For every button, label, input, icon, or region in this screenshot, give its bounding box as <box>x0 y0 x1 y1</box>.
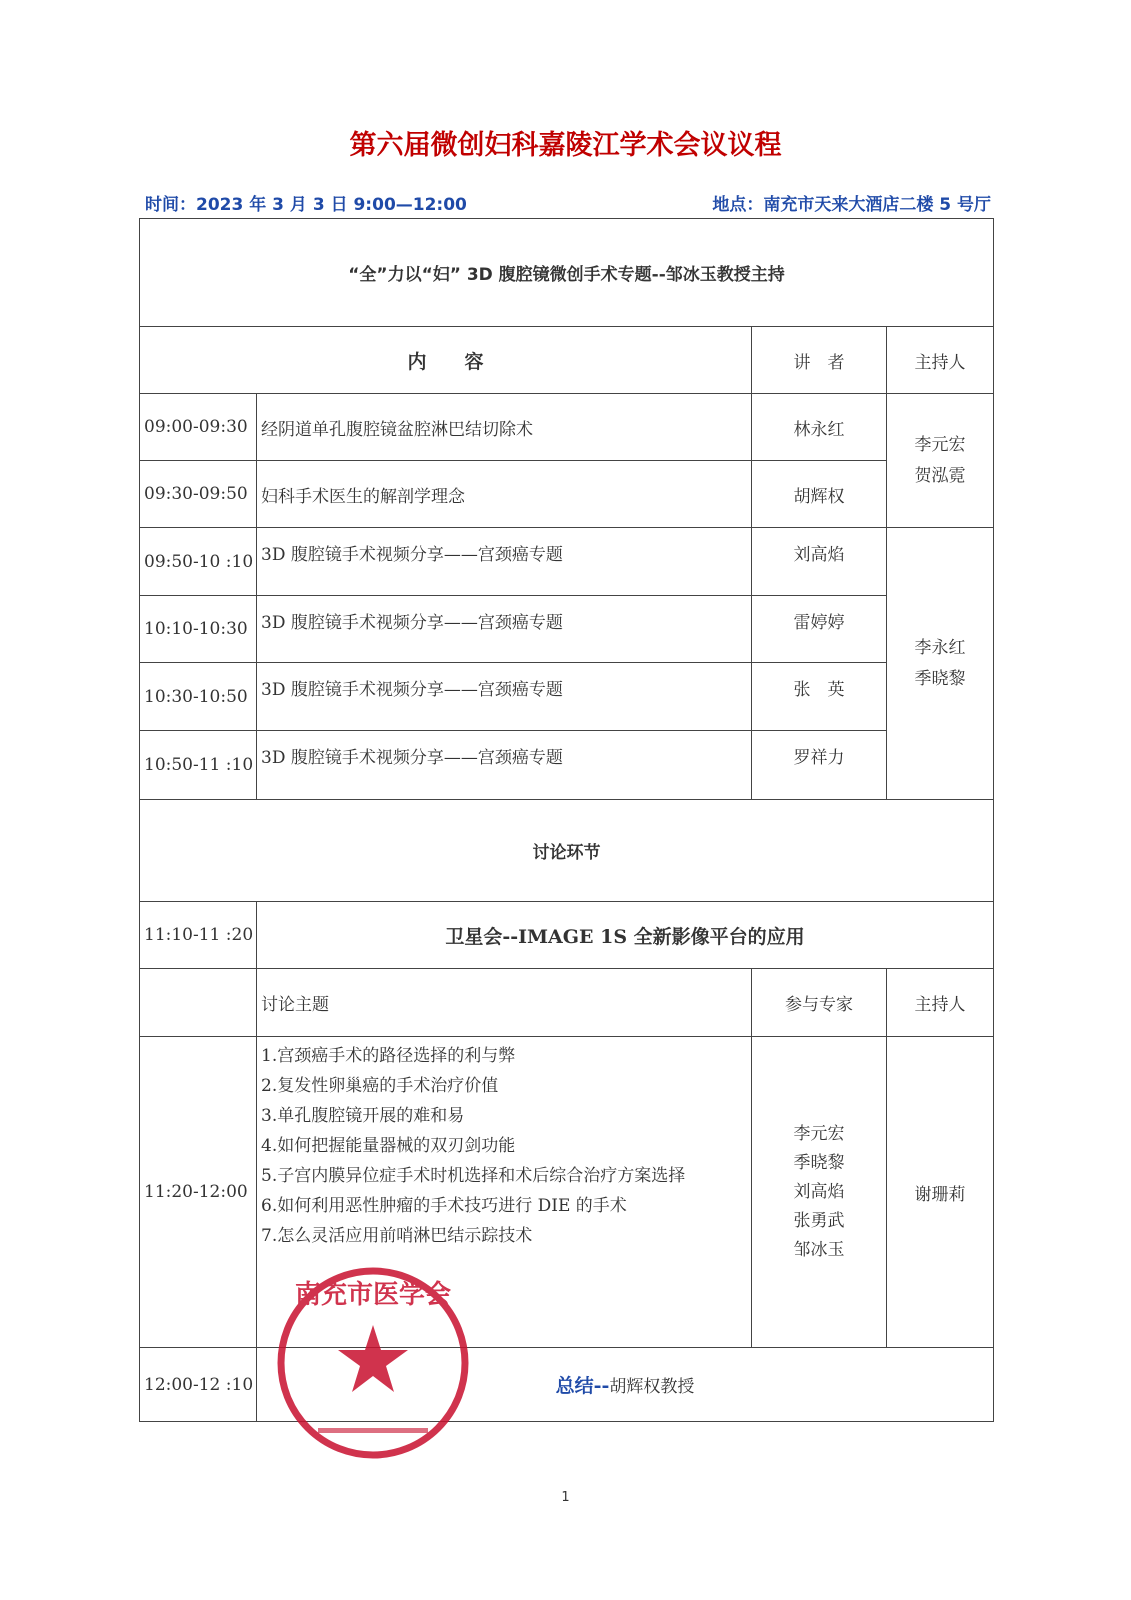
session-hosts-2 <box>887 528 994 800</box>
expert-name: 邹冰玉 <box>793 1239 845 1260</box>
summary-time: 12:00-12 :10 <box>140 1348 257 1422</box>
discussion-host: 谢珊莉 <box>887 1037 994 1348</box>
session-row <box>140 596 994 663</box>
discussion-time: 11:20-12:00 <box>140 1037 257 1348</box>
header-host: 主持人 <box>887 327 994 394</box>
discussion-header-experts: 参与专家 <box>752 969 887 1037</box>
satellite-time: 11:10-11 :20 <box>140 902 257 969</box>
expert-name: 李元宏 <box>793 1123 845 1144</box>
seal-code-line <box>318 1428 428 1433</box>
meeting-location: 地点：南充市天来大酒店二楼 5 号厅 <box>712 195 991 215</box>
session-speaker: 罗祥力 <box>752 731 887 800</box>
meeting-time: 时间：2023 年 3 月 3 日 9:00—12:00 <box>145 195 467 215</box>
page-number: 1 <box>561 1490 570 1505</box>
discussion-topic: 6.如何利用恶性肿瘤的手术技巧进行 DIE 的手术 <box>261 1196 627 1216</box>
satellite-row <box>140 902 994 969</box>
host-name: 李永红 <box>914 637 966 658</box>
session-row <box>140 394 994 461</box>
agenda-table <box>139 218 994 1422</box>
header-content: 内 容 <box>140 327 752 394</box>
session-time: 09:30-09:50 <box>140 461 257 528</box>
empty-cell <box>140 969 257 1037</box>
session-hosts-1 <box>887 394 994 528</box>
session-time: 09:50-10 :10 <box>140 528 257 596</box>
seal-text: 南充市医学会 <box>294 1280 452 1310</box>
session-time: 10:50-11 :10 <box>140 731 257 800</box>
expert-name: 刘高焰 <box>793 1181 845 1202</box>
session-speaker: 刘高焰 <box>752 528 887 596</box>
page-title: 第六届微创妇科嘉陵江学术会议议程 <box>349 130 782 161</box>
session-row <box>140 461 994 528</box>
discussion-experts <box>752 1037 887 1348</box>
expert-name: 季晓黎 <box>793 1152 845 1173</box>
discussion-header-topic: 讨论主题 <box>257 969 752 1037</box>
discussion-topic: 1.宫颈癌手术的路径选择的利与弊 <box>261 1046 516 1066</box>
banner-row <box>140 219 994 327</box>
session-time: 10:10-10:30 <box>140 596 257 663</box>
session-topic: 3D 腹腔镜手术视频分享——宫颈癌专题 <box>257 731 752 800</box>
session-topic: 3D 腹腔镜手术视频分享——宫颈癌专题 <box>257 528 752 596</box>
session-topic: 经阴道单孔腹腔镜盆腔淋巴结切除术 <box>257 394 752 461</box>
discussion-topic: 2.复发性卵巢癌的手术治疗价值 <box>261 1076 499 1096</box>
host-name: 贺泓霓 <box>914 465 966 486</box>
session-time: 09:00-09:30 <box>140 394 257 461</box>
discussion-header-row <box>140 969 994 1037</box>
discussion-banner-row <box>140 800 994 902</box>
header-row <box>140 327 994 394</box>
discussion-topic: 4.如何把握能量器械的双刃剑功能 <box>261 1136 516 1156</box>
session-time: 10:30-10:50 <box>140 663 257 731</box>
session-topic: 妇科手术医生的解剖学理念 <box>257 461 752 528</box>
session-row <box>140 663 994 731</box>
session-speaker: 林永红 <box>752 394 887 461</box>
star-icon <box>338 1325 408 1392</box>
session-row <box>140 528 994 596</box>
satellite-title: 卫星会--IMAGE 1S 全新影像平台的应用 <box>257 902 994 969</box>
header-speaker: 讲 者 <box>752 327 887 394</box>
session-speaker: 雷婷婷 <box>752 596 887 663</box>
summary-speaker: 胡辉权教授 <box>609 1377 695 1397</box>
host-name: 李元宏 <box>914 434 966 455</box>
summary-label: 总结-- <box>555 1375 610 1397</box>
discussion-topic: 5.子宫内膜异位症手术时机选择和术后综合治疗方案选择 <box>261 1166 686 1186</box>
session-topic: 3D 腹腔镜手术视频分享——宫颈癌专题 <box>257 663 752 731</box>
session-banner: “全”力以“妇” 3D 腹腔镜微创手术专题--邹冰玉教授主持 <box>140 219 994 327</box>
session-topic: 3D 腹腔镜手术视频分享——宫颈癌专题 <box>257 596 752 663</box>
official-seal <box>263 1263 483 1463</box>
host-name: 季晓黎 <box>914 668 966 689</box>
discussion-topic: 3.单孔腹腔镜开展的难和易 <box>261 1106 465 1126</box>
session-speaker: 胡辉权 <box>752 461 887 528</box>
discussion-banner: 讨论环节 <box>140 800 994 902</box>
expert-name: 张勇武 <box>793 1210 845 1231</box>
session-speaker: 张 英 <box>752 663 887 731</box>
session-row <box>140 731 994 800</box>
discussion-topic: 7.怎么灵活应用前哨淋巴结示踪技术 <box>261 1226 533 1246</box>
discussion-header-host: 主持人 <box>887 969 994 1037</box>
